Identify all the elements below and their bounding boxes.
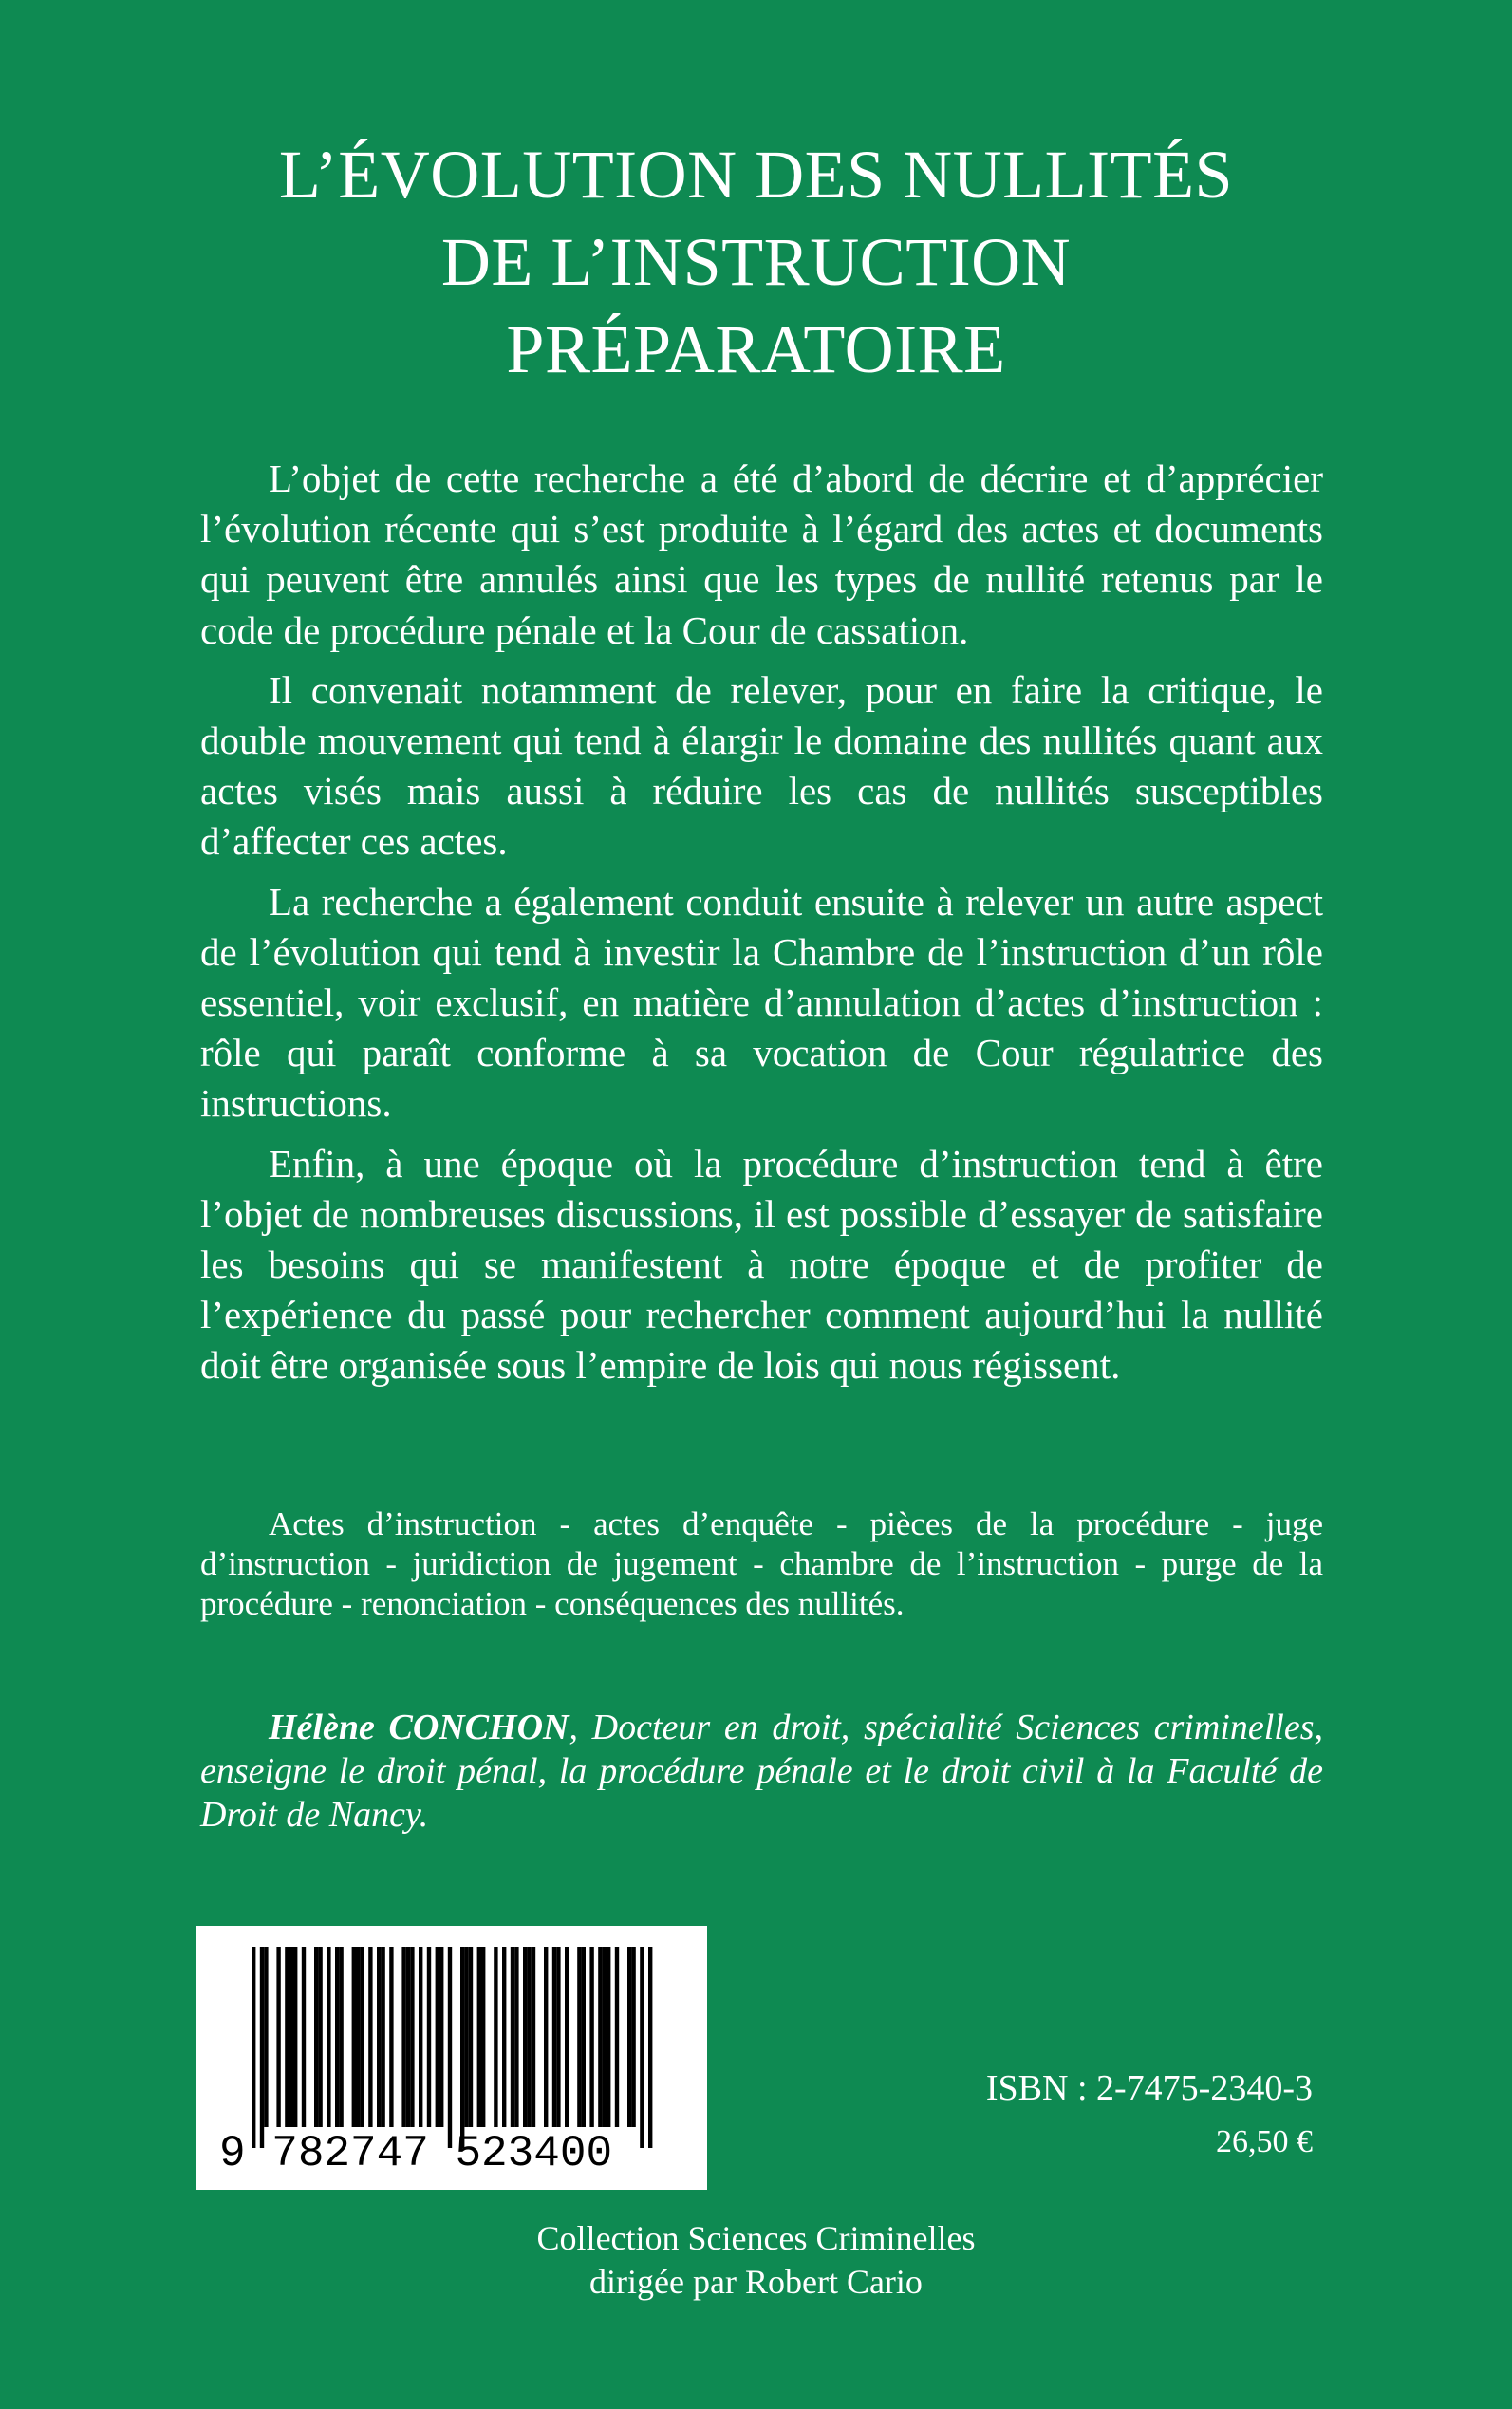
- barcode-bar: [477, 1947, 481, 2127]
- title-line-1: L’ÉVOLUTION DES NULLITÉS: [278, 137, 1234, 213]
- barcode-bar: [603, 1947, 607, 2127]
- title-line-3: PRÉPARATOIRE: [506, 311, 1006, 387]
- barcode-bar: [460, 1947, 464, 2148]
- barcode-bar: [502, 1947, 506, 2127]
- barcode-bar: [314, 1947, 318, 2127]
- barcode-bar: [419, 1947, 422, 2127]
- barcode-bar: [318, 1947, 322, 2127]
- barcode-bar: [289, 1947, 293, 2127]
- barcode-bar: [589, 1947, 593, 2127]
- barcode-bar: [565, 1947, 569, 2127]
- barcode-bar: [406, 1947, 410, 2127]
- barcode-bar: [464, 1947, 468, 2127]
- barcode-bar: [615, 1947, 619, 2127]
- barcode-bar: [511, 1947, 514, 2127]
- summary-paragraph-4: Enfin, à une époque où la procédure d’instruction tend à être l’objet de nombreuses discussions, il est possible d’essayer de satisfaire les besoins qui se manifestent à notre époque et de profiter de l’expérience du passé pour rechercher comment aujourd’hui la nullité doit être organisée sous l’empire de lois qui nous régissent.: [200, 1141, 1323, 1388]
- barcode-bar: [401, 1947, 405, 2127]
- barcode-bar: [556, 1947, 560, 2127]
- barcode-bar: [381, 1947, 384, 2127]
- barcode-bar: [514, 1947, 518, 2127]
- barcode-bar: [352, 1947, 356, 2127]
- collection-info: [0, 2216, 1512, 2304]
- barcode-bar: [293, 1947, 297, 2127]
- collection-director: dirigée par Robert Cario: [589, 2263, 923, 2301]
- barcode-bar: [339, 1947, 343, 2127]
- isbn: ISBN : 2-7475-2340-3: [985, 2068, 1313, 2108]
- barcode-bar: [252, 1947, 255, 2148]
- title-line-2: DE L’INSTRUCTION: [440, 224, 1072, 300]
- summary-text: [200, 454, 1323, 1401]
- barcode: [196, 1926, 707, 2190]
- barcode-bar: [481, 1947, 485, 2127]
- barcode-bar: [285, 1947, 289, 2127]
- barcode-bar: [260, 1947, 264, 2148]
- barcode-bar: [469, 1947, 473, 2127]
- barcode-bar: [302, 1947, 306, 2127]
- barcode-bar: [327, 1947, 330, 2127]
- barcode-bar: [439, 1947, 443, 2127]
- barcode-bar: [494, 1947, 497, 2127]
- summary-paragraph-2: Il convenait notamment de relever, pour en faire la critique, le double mouvement qui tend à élargir le domaine des nullités quant aux actes visés mais aussi à réduire les cas de nullités susceptibles d’affecter ces actes.: [200, 667, 1323, 864]
- barcode-bar: [360, 1947, 364, 2127]
- barcode-bar: [582, 1947, 586, 2127]
- barcode-digits: 9 782747 523400: [219, 2129, 613, 2178]
- barcode-bar: [389, 1947, 393, 2127]
- barcode-bar: [335, 1947, 339, 2127]
- barcode-bar: [640, 1947, 644, 2148]
- author-description: , Docteur en droit, spécialité Sciences criminelles, enseigne le droit pénal, la procédure pénale et le droit civil à la Faculté de Droit de Nancy.: [200, 1708, 1324, 1835]
- summary-paragraph-3: La recherche a également conduit ensuite à relever un autre aspect de l’évolution qui tend à investir la Chambre de l’instruction d’un rôle essentiel, voir exclusif, en matière d’annulation d’actes d’instruction : rôle qui paraît conforme à sa vocation de Cour régulatrice des instructions.: [200, 879, 1323, 1126]
- barcode-bar: [532, 1947, 535, 2127]
- barcode-bar: [356, 1947, 360, 2127]
- author-name: Hélène CONCHON: [269, 1708, 569, 1747]
- barcode-bar: [523, 1947, 527, 2127]
- barcode-bar: [448, 1947, 452, 2148]
- summary-paragraph-1: L’objet de cette recherche a été d’abord de décrire et d’apprécier l’évolution récente qui s’est produite à l’égard des actes et documents qui peuvent être annulés ainsi que les types de nullité retenus par le code de procédure pénale et la Cour de cassation.: [200, 457, 1323, 652]
- price: 26,50 €: [1216, 2124, 1313, 2159]
- barcode-bar: [276, 1947, 280, 2127]
- barcode-bar: [368, 1947, 372, 2127]
- barcode-bar: [527, 1947, 531, 2127]
- barcode-bar: [410, 1947, 414, 2127]
- author-bio: [200, 1706, 1323, 1837]
- barcode-bar: [607, 1947, 610, 2127]
- barcode-bar: [436, 1947, 439, 2127]
- keywords-list: Actes d’instruction - actes d’enquête - pièces de la procédure - juge d’instruction - juridiction de jugement - chambre de l’instruction - purge de la procédure - renonciation - conséquences des nullités.: [200, 1505, 1323, 1622]
- barcode-bar: [264, 1947, 268, 2127]
- barcode-bar: [427, 1947, 431, 2127]
- barcode-bar: [627, 1947, 631, 2127]
- collection-name: Collection Sciences Criminelles: [536, 2219, 976, 2257]
- book-title: [0, 131, 1512, 393]
- barcode-bar: [598, 1947, 602, 2127]
- barcode-bar: [631, 1947, 635, 2127]
- barcode-graphic: [196, 1926, 707, 2190]
- barcode-bar: [544, 1947, 548, 2127]
- barcode-bar: [552, 1947, 556, 2127]
- barcode-bar: [648, 1947, 652, 2148]
- barcode-bar: [577, 1947, 581, 2127]
- barcode-bar: [377, 1947, 381, 2127]
